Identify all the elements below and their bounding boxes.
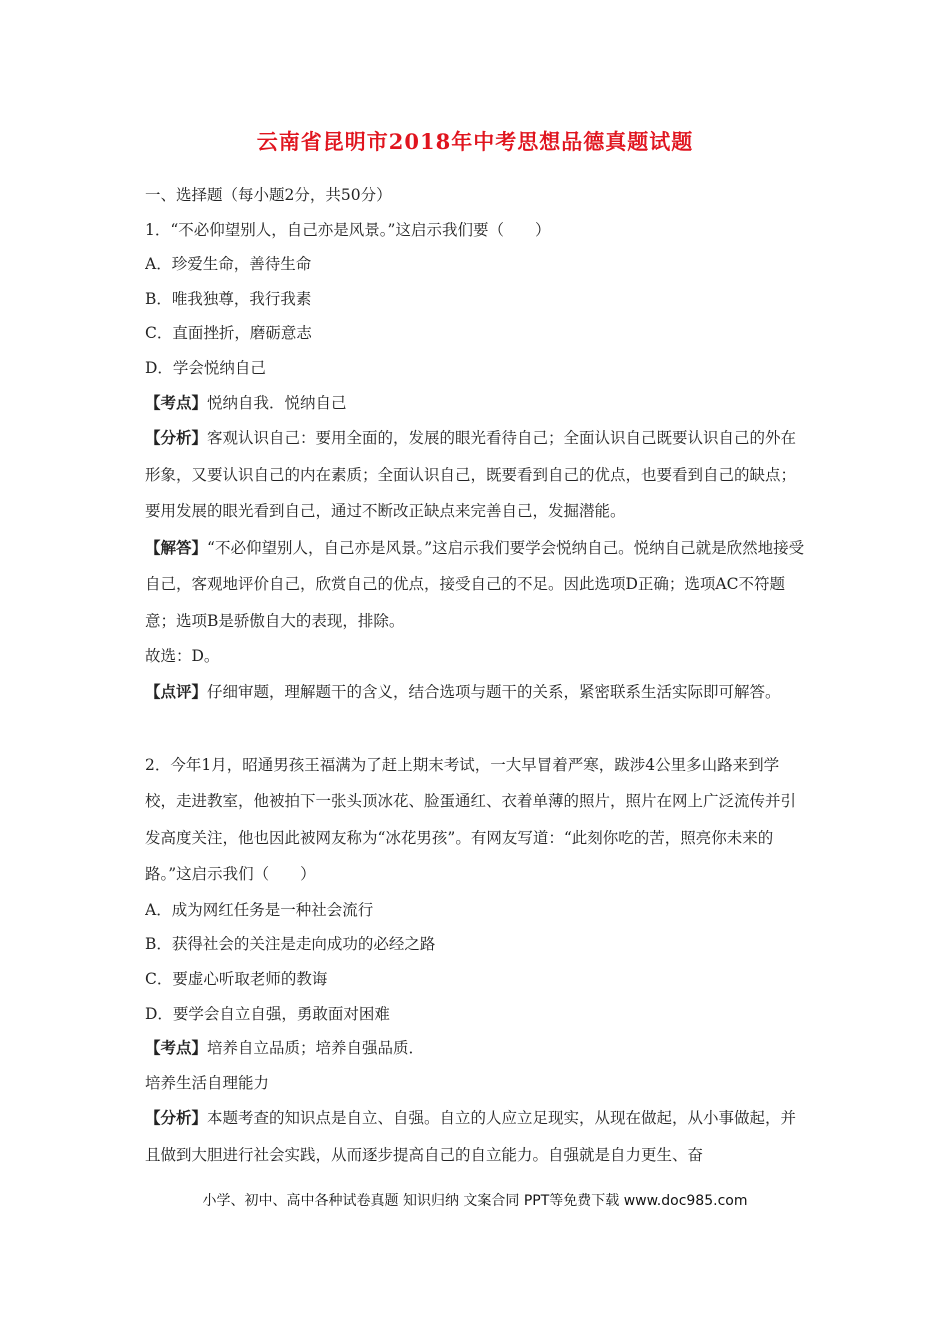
q2-stem: 2．今年1月，昭通男孩王福满为了赶上期末考试，一大早冒着严寒，跋涉4公里多山路来到学校，走进教室，他被拍下一张头顶冰花、脸蛋通红、衣着单薄的照片，照片在网上广泛流传并引发高度关注，他也因此被网友称为“冰花男孩”。有网友写道：“此刻你吃的苦，照亮你未来的路。”这启示我们（ ）: [145, 755, 797, 884]
q2-option-a: A．成为网红任务是一种社会流行: [145, 900, 374, 919]
q1-answer: 故选：D。: [145, 647, 220, 666]
kaodian-text: 培养自立品质；培养自强品质．: [207, 1039, 425, 1058]
q1-option-a: A．珍爱生命，善待生命: [145, 255, 312, 274]
q1-option-b: B．唯我独尊，我行我素: [145, 289, 312, 308]
q1-jieda: [145, 530, 810, 640]
q2-option-c: C．要虚心听取老师的教诲: [145, 969, 328, 988]
q1-fenxi: [145, 420, 810, 530]
kaodian-text: 悦纳自我．悦纳自己: [207, 393, 347, 412]
q1-kaodian: [145, 386, 810, 421]
document-body: [145, 178, 810, 1173]
page-title: 云南省昆明市2018年中考思想品德真题试题: [256, 129, 694, 154]
q2-fenxi: [145, 1100, 810, 1173]
q1-option-d: D．学会悦纳自己: [145, 358, 266, 377]
fenxi-tag: 【分析】: [145, 428, 208, 448]
page-footer: 小学、初中、高中各种试卷真题 知识归纳 文案合同 PPT等免费下载 www.doc985.com: [202, 1193, 748, 1209]
q2-kaodian: [145, 1031, 810, 1066]
section-heading: 一、选择题（每小题2分，共50分）: [145, 186, 392, 204]
q2-option-d: D．要学会自立自强，勇敢面对困难: [145, 1004, 390, 1023]
dianping-text: 仔细审题，理解题干的含义，结合选项与题干的关系，紧密联系生活实际即可解答。: [207, 682, 781, 701]
dianping-tag: 【点评】: [145, 681, 208, 701]
q2-option-b: B．获得社会的关注是走向成功的必经之路: [145, 935, 436, 954]
jieda-tag: 【解答】: [145, 537, 208, 557]
fenxi-text: 本题考查的知识点是自立、自强。自立的人应立足现实，从现在做起，从小事做起，并且做到大胆进行社会实践，从而逐步提高自己的自立能力。自强就是自力更生、奋: [145, 1109, 797, 1164]
kaodian-tag: 【考点】: [145, 392, 208, 412]
q2-kaodian-cont: 培养生活自理能力: [145, 1073, 270, 1092]
q1-dianping: [145, 674, 810, 747]
q1-stem: 1．“不必仰望别人，自己亦是风景。”这启示我们要（ ）: [145, 220, 551, 239]
q1-option-c: C．直面挫折，磨砺意志: [145, 324, 312, 343]
kaodian-tag: 【考点】: [145, 1038, 208, 1058]
fenxi-tag: 【分析】: [145, 1108, 208, 1128]
fenxi-text: 客观认识自己：要用全面的，发展的眼光看待自己；全面认识自己既要认识自己的外在形象，又要认识自己的内在素质；全面认识自己，既要看到自己的优点，也要看到自己的缺点；要用发展的眼光看到自己，通过不断改正缺点来完善自己，发掘潜能。: [145, 429, 797, 521]
jieda-text: “不必仰望别人，自己亦是风景。”这启示我们要学会悦纳自己。悦纳自己就是欣然地接受自己，客观地评价自己，欣赏自己的优点，接受自己的不足。因此选项D正确；选项AC不符题意；选项B是骄傲自大的表现，排除。: [145, 538, 805, 630]
